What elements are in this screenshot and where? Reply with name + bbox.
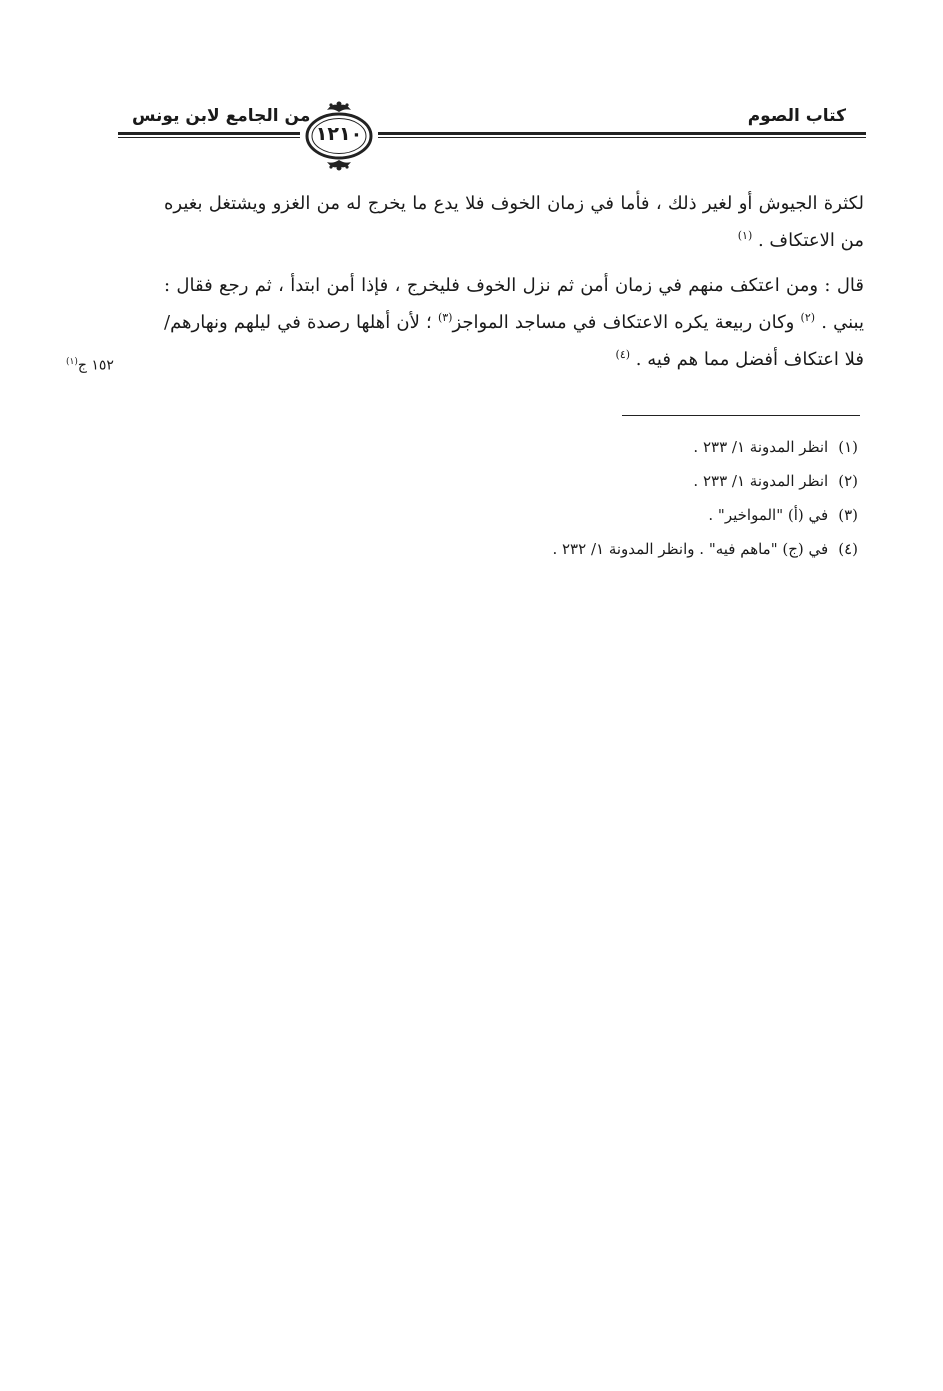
header-rule-thin: [118, 137, 866, 138]
main-text: [164, 185, 864, 386]
page-header: [118, 92, 866, 172]
footnotes: [420, 430, 858, 566]
footnote-ref[interactable]: (٣): [437, 311, 453, 324]
text-segment: قال : ومن اعتكف منهم في زمان أمن ثم نزل الخوف فليخرج ، فإذا أمن ابتدأ ، ثم رجع فقال : يبني .: [164, 275, 864, 333]
footnote-text: في (أ) "المواخير" .: [708, 506, 829, 524]
page-number-medallion: [300, 96, 378, 172]
text-line: ويشتغل بغيره من الاعتكاف .: [164, 193, 864, 251]
footnote: [420, 430, 858, 464]
page-number: ١٢١٠: [315, 123, 363, 145]
paragraph: [164, 185, 864, 259]
footnote-number: (٤): [838, 540, 858, 558]
footnote: [420, 464, 858, 498]
book-title: من الجامع لابن يونس: [132, 106, 311, 126]
text-segment: ؛ لأن أهلها رصدة في ليلهم ونهارهم/ فلا اعتكاف أفضل مما هم فيه .: [164, 312, 864, 370]
footnote-number: (١): [838, 438, 858, 456]
text-line: لكثرة الجيوش أو لغير ذلك ، فأما في زمان الخوف فلا يدع ما يخرج له من الغزو: [272, 193, 864, 214]
text-segment: وكان ربيعة يكره الاعتكاف في مساجد المواجز: [452, 312, 795, 333]
footnote-ref[interactable]: (٢): [800, 311, 816, 324]
chapter-title: كتاب الصوم: [747, 106, 846, 126]
footnote-ref[interactable]: (١): [737, 229, 753, 242]
footnote-number: (٢): [838, 472, 858, 490]
header-rule: [118, 132, 866, 135]
manuscript-margin-note: [66, 357, 146, 374]
footnote-text: في (ج) "ماهم فيه" . وانظر المدونة ١/ ٢٣٢ .: [552, 540, 829, 558]
footnote-text: انظر المدونة ١/ ٢٣٣ .: [693, 438, 829, 456]
footnote-separator: [622, 415, 860, 416]
footnote-text: انظر المدونة ١/ ٢٣٣ .: [693, 472, 829, 490]
paragraph: [164, 267, 864, 378]
footnote-ref[interactable]: (٤): [615, 348, 631, 361]
margin-note-ref: (١): [66, 357, 78, 367]
margin-note-text: ١٥٢ ج: [77, 357, 114, 374]
footnote-number: (٣): [838, 506, 858, 524]
footnote: [420, 498, 858, 532]
footnote: [420, 532, 858, 566]
